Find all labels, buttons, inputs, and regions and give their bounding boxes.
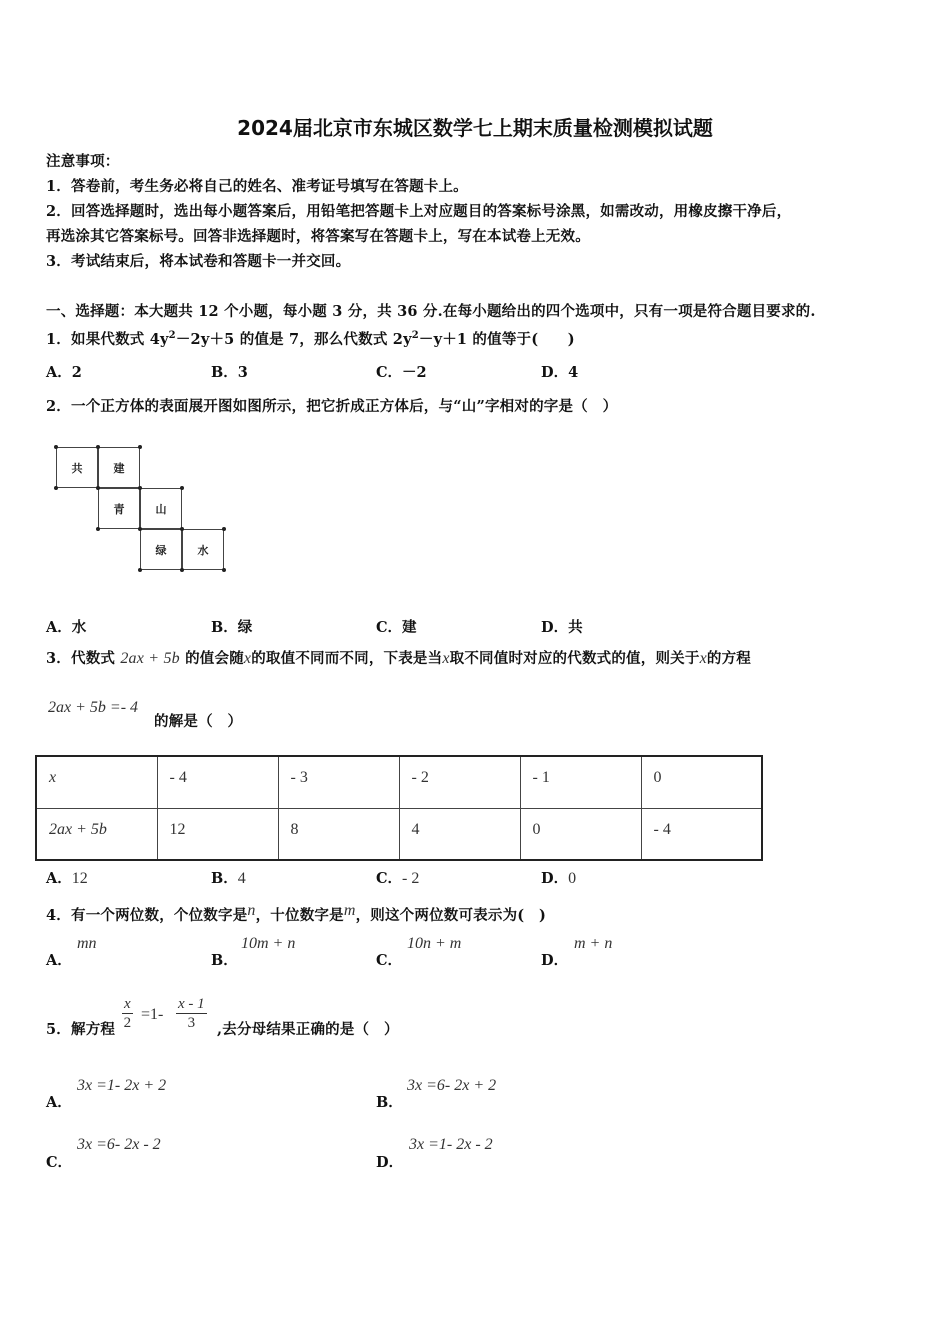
question-text: ，则这个两位数可表示为( ) [355,907,547,924]
option-label: D． [541,364,569,381]
q5-option-b[interactable] [376,1091,403,1112]
q5-option-c[interactable] [46,1151,72,1172]
notice-item-2-cont: 再选涂其它答案标号。回答非选择题时，将答案写在答题卡上，写在本试卷上无效。 [46,228,590,245]
math-variable: m [343,902,356,919]
option-label: B． [211,364,238,381]
option-label: B． [211,619,238,636]
question-text: ，十位数字是 [255,907,344,924]
q1-option-a[interactable] [46,361,82,382]
option-label: A． [46,619,72,636]
q4-option-b-value: 10m + n [241,935,296,952]
q4-option-d-value: m + n [574,935,613,952]
table-cell: - 4 [641,808,762,860]
notice-heading: 注意事项： [46,153,120,170]
q4-option-b[interactable] [211,949,238,970]
net-cell: 山 [140,488,182,529]
q1-option-b[interactable] [211,361,248,382]
table-cell: - 2 [399,756,520,808]
exponent: 2 [411,330,419,341]
question-text: 取不同值时对应的代数式的值，则关于 [449,650,700,667]
question-text: 有一个两位数，个位数字是 [71,907,248,924]
math-variable: x [442,650,450,667]
question-text: 一个正方体的表面展开图如图所示，把它折成正方体后，与“山”字相对的字是（ ） [71,398,618,415]
table-row [36,808,762,860]
question-5-label [46,1020,115,1040]
q4-option-d[interactable] [541,949,568,970]
cube-net-diagram [56,447,231,577]
question-number: 2． [46,398,71,415]
question-number: 3． [46,650,71,667]
option-label: A． [46,952,72,969]
option-label: C． [46,1154,73,1171]
q4-option-a-value: mn [77,935,97,952]
q5-option-a[interactable] [46,1091,72,1112]
fraction-x-over-2: $\frac{x}{2}$ [123,996,132,1031]
table-cell: 12 [157,808,278,860]
section-heading: 一、选择题：本大题共 12 个小题，每小题 3 分，共 36 分.在每小题给出的四个选项中，只有一项是符合题目要求的. [46,303,816,320]
table-cell: 4 [399,808,520,860]
option-label: B． [211,870,238,887]
option-label: A． [46,364,72,381]
option-value: 建 [402,619,417,636]
option-label: C． [376,364,403,381]
question-number: 1． [46,331,71,348]
table-row [36,756,762,808]
option-value: 0 [568,870,577,887]
question-text: －2y＋5 的值是 7，那么代数式 2y [175,331,412,348]
option-label: D． [541,870,569,887]
q3-option-b[interactable] [211,867,246,888]
value-table [35,755,763,861]
q5-option-b-value: 3x =6- 2x + 2 [407,1077,497,1094]
q2-option-d[interactable] [541,616,583,637]
question-text: －y＋1 的值等于( ) [418,331,575,348]
option-value: 4 [237,870,246,887]
question-text: 的方程 [706,650,751,667]
q3-option-a[interactable] [46,867,88,888]
equation: 2ax + 5b =- 4 [48,699,139,716]
net-cell: 水 [182,529,224,570]
question-text: 如果代数式 4y [71,331,169,348]
net-cell: 青 [98,488,140,529]
table-cell: 2ax + 5b [36,808,157,860]
math-variable: x [699,650,707,667]
question-text: 的解是（ ） [154,713,243,730]
math-expression: 2ax + 5b [120,650,180,667]
option-value: 2 [71,364,82,381]
table-cell: 8 [278,808,399,860]
table-cell: x [36,756,157,808]
option-label: D． [541,952,569,969]
question-text: 的取值不同而不同，下表是当 [251,650,443,667]
math-variable: n [247,902,256,919]
option-label: A． [46,1094,72,1111]
exponent: 2 [168,330,176,341]
equation-middle: =1- [141,1006,164,1023]
question-text: 的值会随 [185,650,244,667]
option-value: 12 [71,870,88,887]
option-label: D． [376,1154,404,1171]
net-cell: 建 [98,447,140,488]
table-cell: 0 [641,756,762,808]
question-2 [46,397,617,417]
question-number: 5． [46,1021,71,1038]
option-label: C． [376,952,403,969]
q5-option-d-value: 3x =1- 2x - 2 [409,1136,493,1153]
option-value: 水 [71,619,87,636]
question-1 [46,326,575,350]
q4-option-c-value: 10n + m [407,935,462,952]
notice-item-1: 1．答卷前，考生务必将自己的姓名、准考证号填写在答题卡上。 [46,178,468,195]
option-value: 共 [568,619,583,636]
net-cell: 绿 [140,529,182,570]
option-label: A． [46,870,72,887]
question-4 [46,901,546,926]
q5-option-a-value: 3x =1- 2x + 2 [77,1077,167,1094]
option-value: －2 [402,364,427,381]
option-value: 4 [568,364,579,381]
net-cell: 共 [56,447,98,488]
option-label: B． [376,1094,403,1111]
table-cell: - 1 [520,756,641,808]
q2-option-b[interactable] [211,616,252,637]
q2-option-c[interactable] [376,616,417,637]
q5-option-c-value: 3x =6- 2x - 2 [77,1136,161,1153]
fraction-x-minus-1-over-3: $\frac{x - 1}{3}$ [178,996,205,1031]
option-label: C． [376,870,403,887]
q5-option-d[interactable] [376,1151,403,1172]
q1-option-d[interactable] [541,361,578,382]
q1-option-c[interactable] [376,361,427,382]
notice-item-3: 3．考试结束后，将本试卷和答题卡一并交回。 [46,253,351,270]
notice-item-2: 2．回答选择题时，选出每小题答案后，用铅笔把答题卡上对应题目的答案标号涂黑，如需改动，用橡皮擦干净后， [46,203,792,220]
question-text: 解方程 [71,1021,116,1038]
math-variable: x [243,650,252,667]
table-cell: 0 [520,808,641,860]
page-title: 2024届北京市东城区数学七上期末质量检测模拟试题 [237,116,713,140]
option-value: 绿 [237,619,253,636]
q3-option-d[interactable] [541,867,576,888]
option-label: C． [376,619,403,636]
question-3 [46,649,751,669]
q3-option-c[interactable] [376,867,419,888]
option-label: D． [541,619,569,636]
option-label: B． [211,952,238,969]
question-text: ,去分母结果正确的是（ ） [217,1021,399,1038]
option-value: 3 [237,364,248,381]
table-cell: - 3 [278,756,399,808]
option-value: - 2 [402,870,420,887]
question-number: 4． [46,907,71,924]
table-cell: - 4 [157,756,278,808]
question-text: 代数式 [71,650,116,667]
q4-option-c[interactable] [376,949,402,970]
q4-option-a[interactable] [46,949,72,970]
q2-option-a[interactable] [46,616,86,637]
